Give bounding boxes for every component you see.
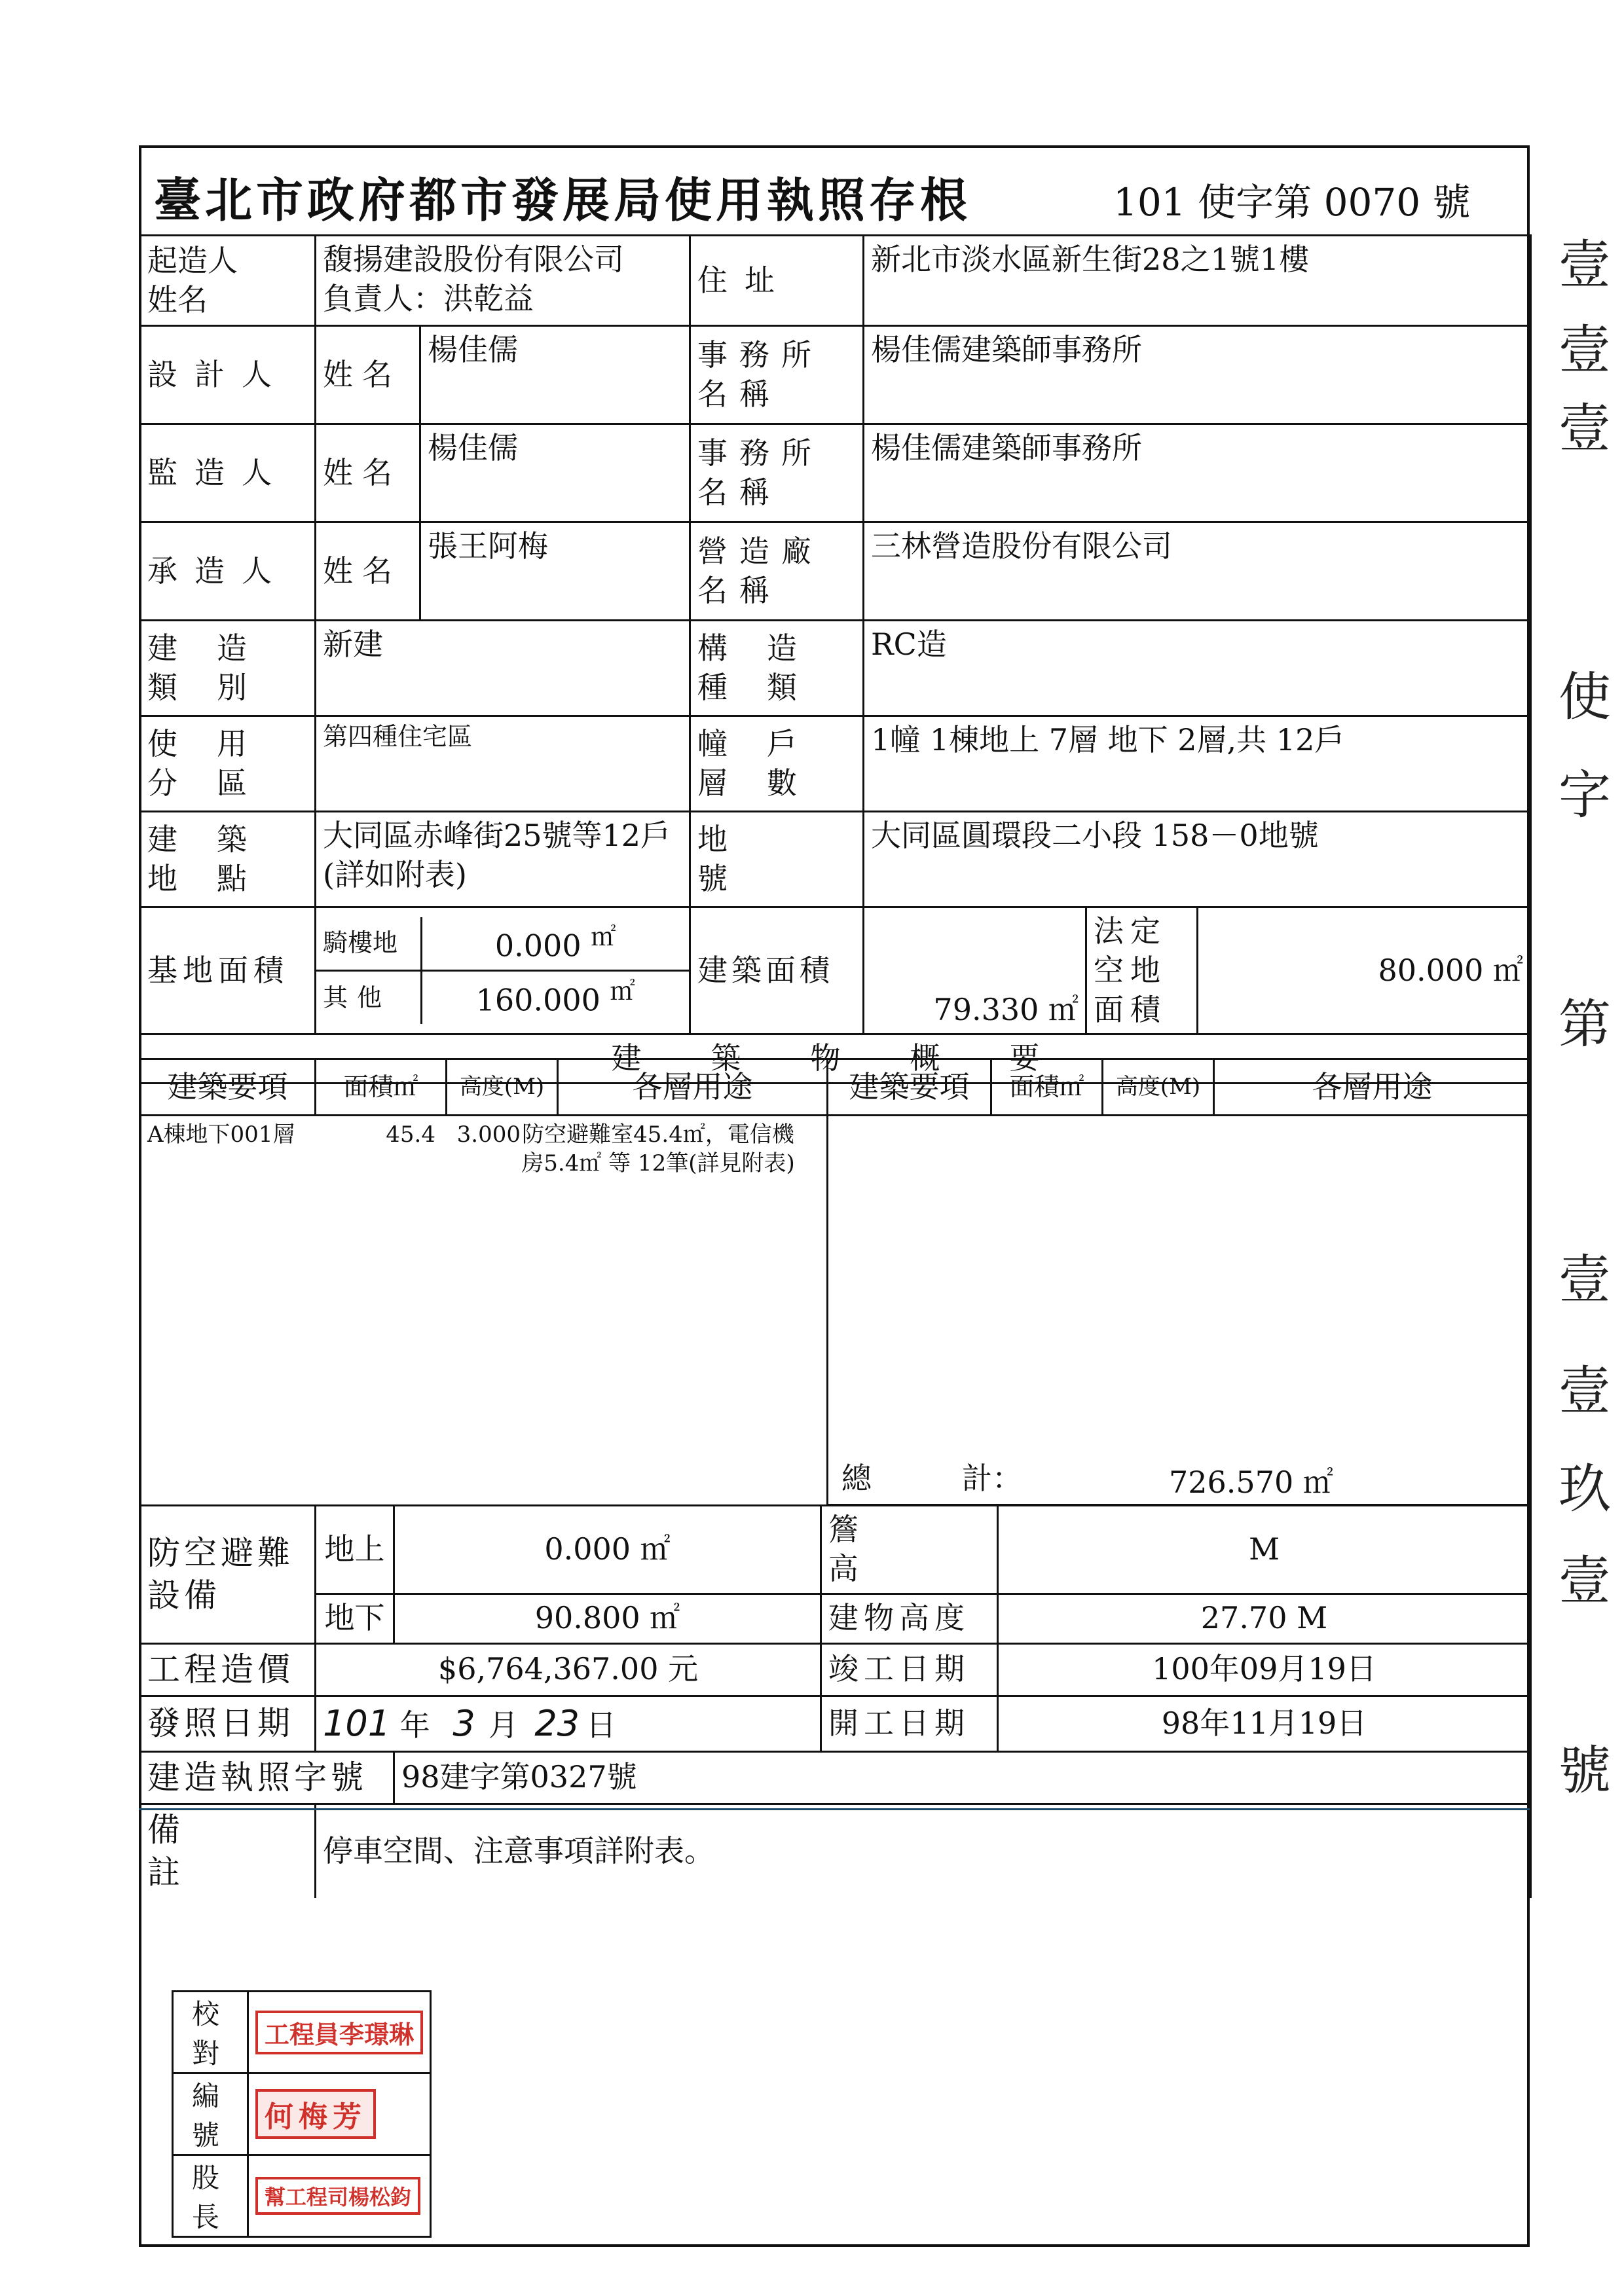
permit-value: 98建字第0327號: [394, 1751, 1531, 1804]
arcade-value: 0.000 ㎡: [421, 917, 689, 971]
open-space-label: 法定空地面積: [1086, 907, 1198, 1034]
contractor-label: 承造人: [140, 522, 316, 621]
stamp-label-chief: 股長: [173, 2155, 248, 2237]
stamp-label-number: 編號: [173, 2073, 248, 2155]
eave-value: M: [998, 1506, 1531, 1594]
building-area: 79.330 ㎡: [864, 907, 1086, 1034]
remark-value: 停車空間、注意事項詳附表。: [316, 1804, 1531, 1898]
issue-date: 101 年 3 月 23 日: [316, 1696, 821, 1751]
col-item-2: 建築要項: [828, 1059, 991, 1116]
arcade-label: 騎樓地: [316, 917, 421, 971]
document-title: 臺北市政府都市發展局使用執照存根: [154, 172, 972, 228]
contractor-name-label: 姓名: [316, 522, 420, 621]
completion-label: 竣工日期: [821, 1643, 998, 1696]
overview-table: [139, 1058, 1532, 1506]
floors-label: 幢戶層數: [690, 716, 864, 812]
designer-label: 設計人: [140, 326, 316, 424]
permit-label: 建造執照字號: [140, 1751, 394, 1804]
supervisor-label: 監造人: [140, 424, 316, 522]
supervisor-name-label: 姓名: [316, 424, 420, 522]
contractor-firm-label: 營造廠名稱: [690, 522, 864, 621]
cost-label: 工程造價: [140, 1643, 316, 1696]
designer-office-label: 事務所名稱: [690, 326, 864, 424]
col-use: 各層用途: [558, 1059, 828, 1116]
total-label: 總 計：: [841, 1461, 1022, 1497]
row-item: A棟地下001層: [147, 1121, 295, 1148]
col-area-2: 面積㎡: [991, 1059, 1103, 1116]
col-height: 高度(M): [447, 1059, 558, 1116]
floors: 1幢 1棟地上 7層 地下 2層,共 12戶: [864, 716, 1531, 812]
stamp-label-check: 校對: [173, 1992, 248, 2073]
site-area-block: [316, 907, 690, 1034]
summary-table: [139, 1504, 1532, 1898]
supervisor-name: 楊佳儒: [420, 424, 690, 522]
contractor-name: 張王阿梅: [420, 522, 690, 621]
builder-value: 馥揚建設股份有限公司 負責人：洪乾益: [316, 236, 690, 326]
stamp-number: 何梅芳: [248, 2073, 431, 2155]
build-type: 新建: [316, 621, 690, 716]
row-height: 3.000: [456, 1121, 521, 1148]
address-label: 住址: [690, 236, 864, 326]
remark-underline: [139, 1808, 1530, 1810]
start-label: 開工日期: [821, 1696, 998, 1751]
other-value: 160.000 ㎡: [475, 977, 635, 1018]
supervisor-office-label: 事務所名稱: [690, 424, 864, 522]
overview-right: [828, 1116, 1531, 1505]
shelter-below-label: 地下: [316, 1594, 394, 1643]
zone: 第四種住宅區: [316, 716, 690, 812]
row-area: 45.4: [386, 1121, 435, 1148]
row-use: 防空避難室45.4㎡，電信機房5.4㎡ 等 12筆(詳見附表): [521, 1121, 795, 1177]
remark-label: 備註: [140, 1804, 316, 1898]
designer-name-label: 姓名: [316, 326, 420, 424]
supervisor-office: 楊佳儒建築師事務所: [864, 424, 1531, 522]
height-value: 27.70 M: [998, 1594, 1531, 1643]
lot-label: 地號: [690, 812, 864, 907]
height-label: 建物高度: [821, 1594, 998, 1643]
approval-stamps: [172, 1990, 432, 2238]
eave-label: 簷高: [821, 1506, 998, 1594]
structure-label: 構造種類: [690, 621, 864, 716]
overview-row: [140, 1116, 828, 1505]
zone-label: 使用分區: [140, 716, 316, 812]
site-label: 建築地點: [140, 812, 316, 907]
start-value: 98年11月19日: [998, 1696, 1531, 1751]
shelter-below: 90.800 ㎡: [394, 1594, 821, 1643]
builder-label: 起造人 姓名: [140, 236, 316, 326]
build-type-label: 建造類別: [140, 621, 316, 716]
overview-title: 建 築 物 概 要: [140, 1034, 1531, 1084]
col-height-2: 高度(M): [1103, 1059, 1214, 1116]
stamp-chief: 幫工程司楊松鈞: [248, 2155, 431, 2237]
other-label: 其他: [316, 971, 421, 1025]
col-area: 面積㎡: [316, 1059, 447, 1116]
designer-name: 楊佳儒: [420, 326, 690, 424]
total-value: 726.570 ㎡: [1169, 1465, 1333, 1501]
permit-number: 101 使字第 0070 號: [1113, 180, 1471, 225]
shelter-label: 防空避難設備: [140, 1506, 316, 1644]
issue-label: 發照日期: [140, 1696, 316, 1751]
site-area-label: 基地面積: [140, 907, 316, 1034]
col-use-2: 各層用途: [1214, 1059, 1531, 1116]
cost-value: $6,764,367.00 元: [316, 1643, 821, 1696]
site: 大同區赤峰街25號等12戶(詳如附表): [316, 812, 690, 907]
designer-office: 楊佳儒建築師事務所: [864, 326, 1531, 424]
permit-table: [139, 234, 1532, 1084]
open-space: 80.000 ㎡: [1198, 907, 1531, 1034]
col-item: 建築要項: [140, 1059, 316, 1116]
completion-value: 100年09月19日: [998, 1643, 1531, 1696]
address-value: 新北市淡水區新生街28之1號1樓: [864, 236, 1531, 326]
shelter-above-label: 地上: [316, 1506, 394, 1594]
shelter-above: 0.000 ㎡: [394, 1506, 821, 1594]
building-area-label: 建築面積: [690, 907, 864, 1034]
lot: 大同區圓環段二小段 158－0地號: [864, 812, 1531, 907]
contractor-firm: 三林營造股份有限公司: [864, 522, 1531, 621]
structure: RC造: [864, 621, 1531, 716]
stamp-check: 工程員李璟琳: [248, 1992, 431, 2073]
